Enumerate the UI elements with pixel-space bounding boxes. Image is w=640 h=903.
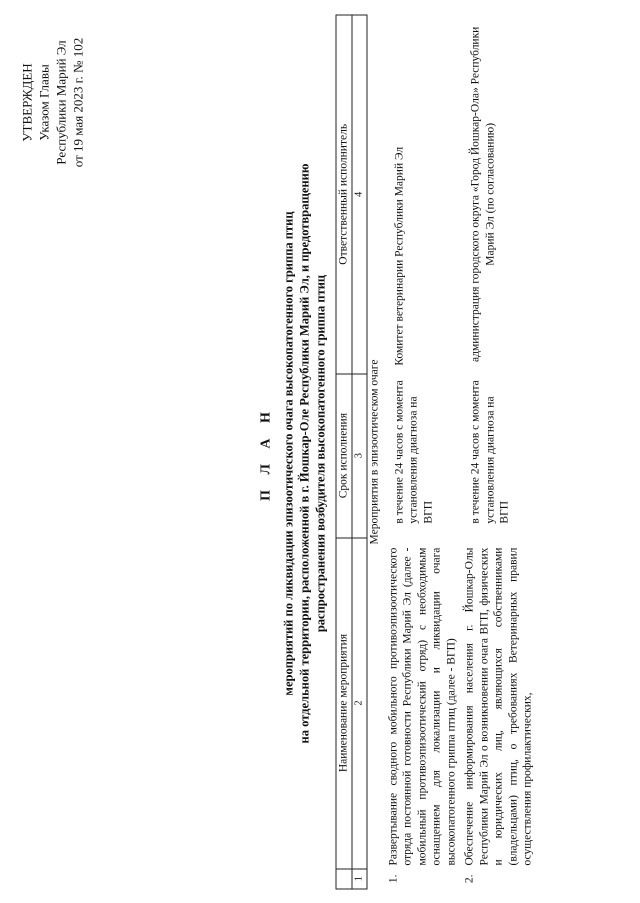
row-term: в течение 24 часов с момента установления диагноза на ВГП [469,379,510,524]
plan-title: П Л А Н [258,405,273,501]
approval-line-2: Указом Главы [36,63,51,141]
header-number [336,868,352,888]
table-row [458,15,535,889]
section-row [367,15,382,889]
row-activity-name: Обеспечение информирования населения г. Йошкар-Олы Республики Марий Эл о возникновении очага ВГП, физических и юридических лиц, являющихся собственниками (владельцами) птиц, о требованиях Ветеринарных правил осуществления профилактических, [463,547,533,866]
subtitle-line-2: на отдельной территории, расположенной в г. Йошкар-Оле Республики Марий Эл, и предотвращению [297,163,311,743]
table-row [382,15,459,889]
column-number-3: 3 [351,373,367,537]
subtitle-line-3: распространения возбудителя высокопатогенного гриппа птиц [313,274,327,632]
row-executor: Комитет ветеринарии Республики Марий Эл [392,146,405,366]
header-name: Наименование мероприятия [336,537,352,868]
row-number: 2. [463,873,475,883]
section-title: Мероприятия в эпизоотическом очаге [368,359,380,544]
header-executor: Ответственный исполнитель [336,15,352,374]
subtitle-line-1: мероприятий по ликвидации эпизоотического очага высокопатогенного гриппа птиц [281,210,295,696]
row-activity-name: Развертывание сводного мобильного противоэпизоотического отряда постоянной готовности Республики Марий Эл (далее - мобильный противоэпизоотический отряд) с необходимым оснащением для локализации и ликвидации очага высокопатогенного гриппа птиц (далее - ВГП) [386,547,457,866]
plan-subtitle [280,43,328,863]
approval-stamp [18,7,86,197]
approval-line-1: УТВЕРЖДЕН [19,62,34,142]
approval-line-3: Республики Марий Эл [53,39,68,165]
row-number: 1. [386,873,399,883]
column-number-2: 2 [351,537,367,868]
plan-table [335,14,535,889]
column-number-1: 1 [351,868,367,888]
header-term: Срок исполнения [336,373,352,537]
approval-line-4: от 19 мая 2023 г. № 102 [70,37,85,167]
table-header-row [336,15,352,889]
column-numbers-row [351,15,367,889]
row-executor: администрация городского округа «Город Йошкар-Ола» Республики Марий Эл (по согласованию) [469,26,496,362]
row-term: в течение 24 часов с момента установления диагноза на ВГП [392,379,434,524]
column-number-4: 4 [351,15,367,374]
